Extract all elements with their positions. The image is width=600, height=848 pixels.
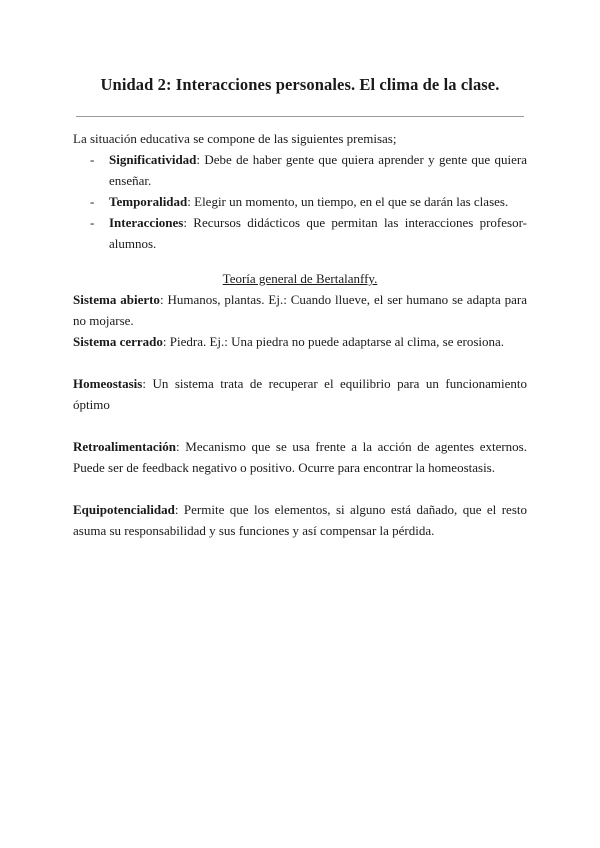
definition-text: : Mecanismo que se usa frente a la acción de agentes externos. Puede ser de feedback negativo o positivo. Ocurre para encontrar la homeostasis. — [73, 439, 527, 475]
definition-paragraph — [73, 331, 527, 352]
page-title: Unidad 2: Interacciones personales. El clima de la clase. — [100, 75, 500, 94]
definition-paragraph — [73, 373, 527, 415]
premise-text: : Debe de haber gente que quiera aprender y gente que quiera enseñar. — [109, 152, 527, 188]
definition-text: : Un sistema trata de recuperar el equilibrio para un funcionamiento óptimo — [73, 376, 527, 412]
paragraph-gap — [73, 415, 527, 436]
premise-term: Temporalidad — [109, 194, 188, 209]
document-body — [73, 128, 527, 541]
list-dash: - — [90, 152, 95, 167]
definition-paragraph — [73, 289, 527, 331]
definition-text: : Piedra. Ej.: Una piedra no puede adaptarse al clima, se erosiona. — [162, 334, 505, 349]
list-dash: - — [90, 194, 95, 209]
definition-term: Sistema abierto — [73, 292, 160, 307]
section-heading: Teoría general de Bertalanffy. — [222, 271, 378, 286]
premise-text: : Elegir un momento, un tiempo, en el que se darán las clases. — [187, 194, 509, 209]
intro-paragraph: La situación educativa se compone de las siguientes premisas; — [73, 131, 397, 146]
list-item — [73, 191, 527, 212]
paragraph-gap — [73, 478, 527, 499]
definition-paragraph — [73, 499, 527, 541]
list-dash: - — [90, 215, 95, 230]
list-item — [73, 149, 527, 191]
definition-term: Homeostasis — [73, 376, 143, 391]
definition-term: Equipotencialidad — [73, 502, 175, 517]
premise-term: Interacciones — [109, 215, 184, 230]
list-item — [73, 212, 527, 254]
definition-paragraph — [73, 436, 527, 478]
paragraph-gap — [73, 352, 527, 373]
definition-term: Sistema cerrado — [73, 334, 163, 349]
premise-text: : Recursos didácticos que permitan las interacciones profesor-alumnos. — [109, 215, 527, 251]
definition-term: Retroalimentación — [73, 439, 177, 454]
premises-list — [73, 149, 527, 254]
definition-text: : Humanos, plantas. Ej.: Cuando llueve, el ser humano se adapta para no mojarse. — [73, 292, 527, 328]
definition-text: : Permite que los elementos, si alguno está dañado, que el resto asuma su responsabilidad y sus funciones y así compensar la pérdida. — [73, 502, 527, 538]
title-divider — [76, 116, 524, 117]
premise-term: Significatividad — [109, 152, 197, 167]
